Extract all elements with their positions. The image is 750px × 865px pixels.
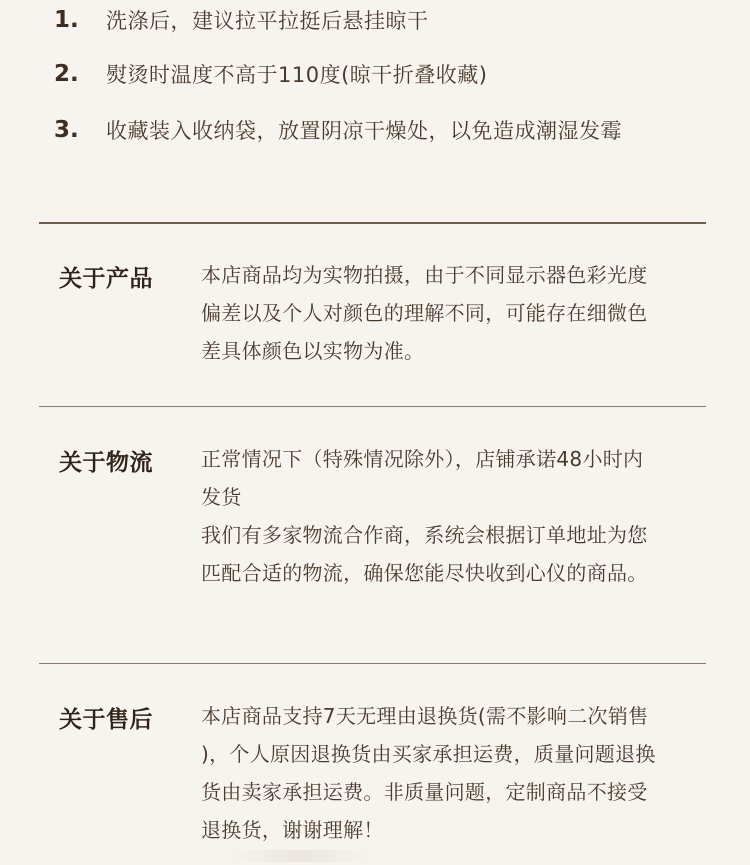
section-title: 关于产品	[59, 266, 153, 292]
care-item	[54, 110, 714, 150]
section-line: 正常情况下（特殊情况除外），店铺承诺48小时内	[201, 447, 644, 471]
section-title: 关于售后	[59, 707, 153, 733]
care-item-text: 洗涤后，建议拉平拉挺后悬挂晾干	[106, 9, 429, 33]
section-line: 我们有多家物流合作商，系统会根据订单地址为您	[201, 523, 648, 547]
section-line: 差具体颜色以实物为准。	[201, 339, 425, 363]
section-divider	[39, 663, 706, 664]
section-line: 偏差以及个人对颜色的理解不同，可能存在细微色	[201, 301, 648, 325]
care-item-text: 收藏装入收纳袋，放置阴凉干燥处，以免造成潮湿发霉	[106, 119, 622, 143]
section-body	[201, 440, 706, 592]
section-body	[201, 697, 706, 849]
care-item	[54, 0, 714, 40]
section-line: )，个人原因退换货由买家承担运费，质量问题退换	[201, 742, 656, 766]
care-item	[54, 54, 714, 94]
section-divider	[39, 406, 706, 407]
care-item-number: 2.	[54, 61, 79, 87]
care-item-number: 3.	[54, 117, 79, 143]
section-line: 退换货，谢谢理解！	[201, 818, 384, 842]
bottom-cut-off-text	[230, 850, 370, 862]
section-line: 本店商品支持7天无理由退换货(需不影响二次销售	[201, 704, 649, 728]
section-line: 货由卖家承担运费。非质量问题，定制商品不接受	[201, 780, 648, 804]
care-item-number: 1.	[54, 7, 79, 33]
section-line: 匹配合适的物流，确保您能尽快收到心仪的商品。	[201, 561, 648, 585]
section-divider	[39, 222, 706, 224]
section-line: 发货	[201, 485, 242, 509]
section-body	[201, 256, 706, 370]
care-item-text: 熨烫时温度不高于110度(晾干折叠收藏)	[106, 63, 488, 87]
section-line: 本店商品均为实物拍摄，由于不同显示器色彩光度	[201, 263, 648, 287]
section-title: 关于物流	[59, 450, 153, 476]
